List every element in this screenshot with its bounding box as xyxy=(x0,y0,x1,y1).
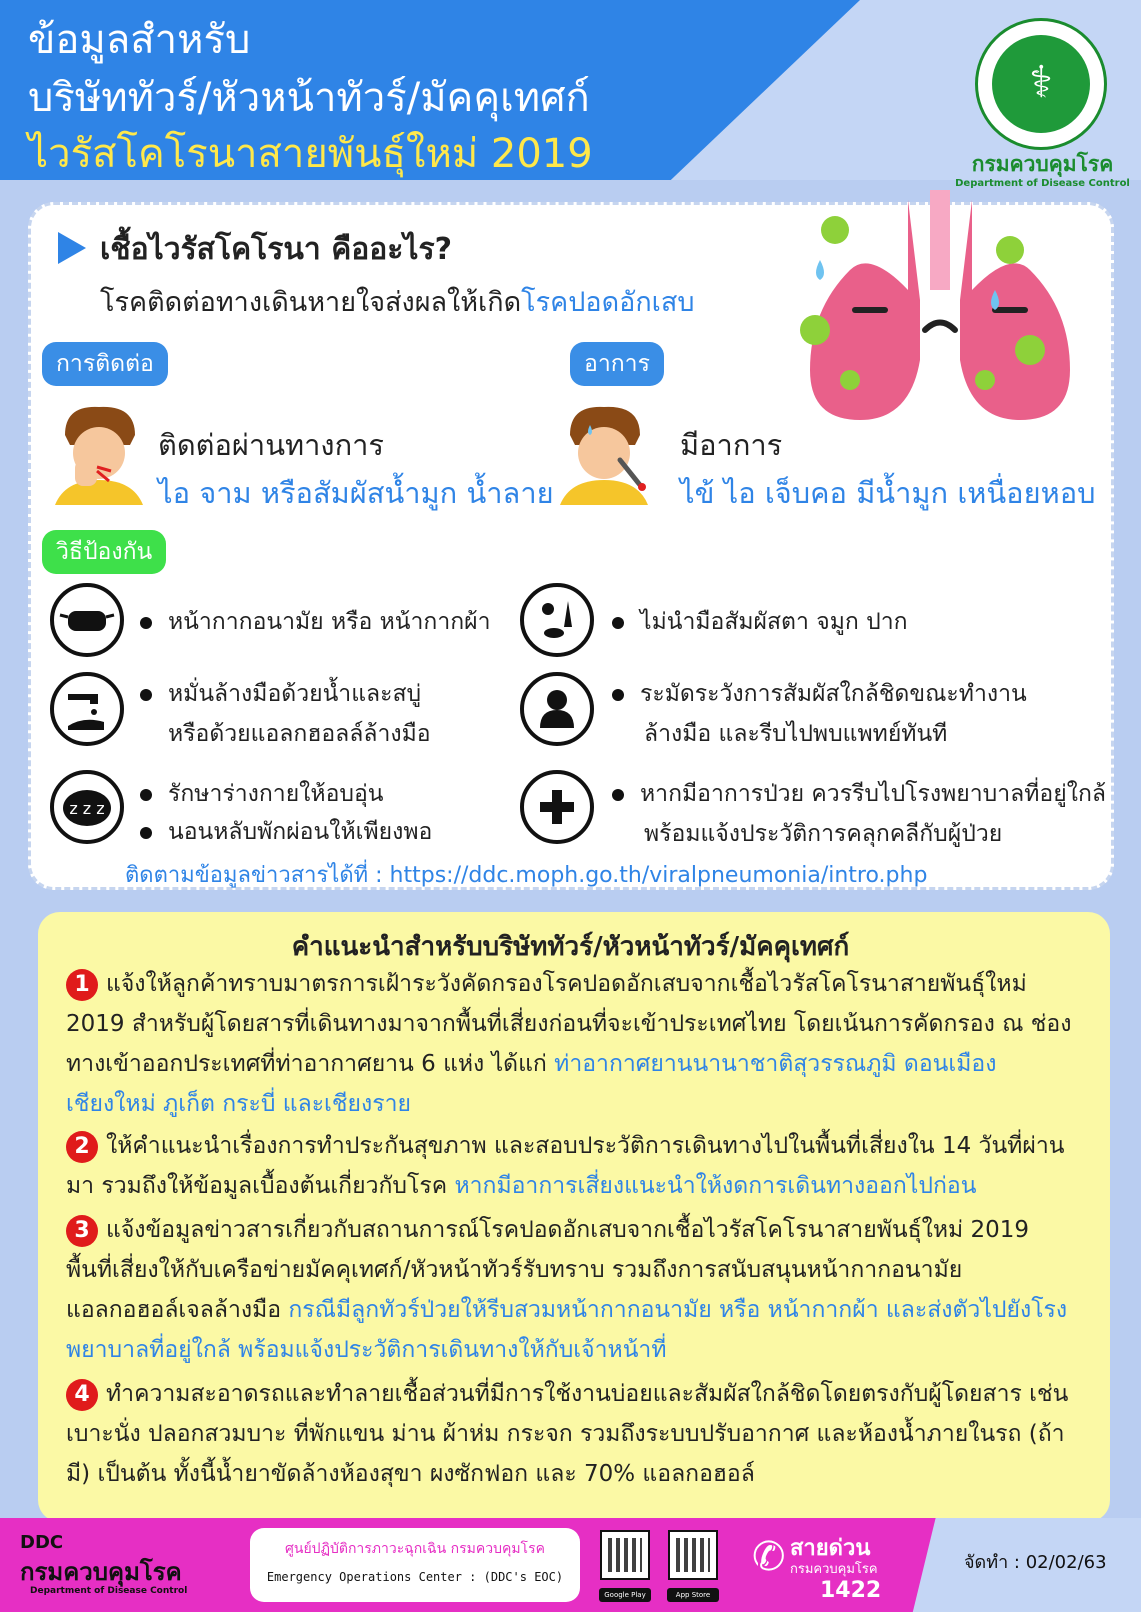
prevention-line: หากมีอาการป่วย ควรรีบไปโรงพยาบาลที่อยู่ใกล้ xyxy=(640,781,1106,807)
advice-item-2 xyxy=(66,1126,1076,1206)
person-icon xyxy=(524,676,590,742)
no-touch-face-icon xyxy=(524,587,590,653)
hotline-subtitle: กรมควบคุมโรค xyxy=(790,1562,878,1577)
svg-text:z z z: z z z xyxy=(69,799,105,818)
qr-pattern xyxy=(676,1538,710,1572)
sleep-icon xyxy=(54,774,120,840)
follow-link[interactable]: ติดตามข้อมูลข่าวสารได้ที่ : https://ddc.moph.go.th/viralpneumonia/intro.php xyxy=(125,863,928,888)
coughing-person-icon xyxy=(55,405,143,505)
prevention-line: นอนหลับพักผ่อนให้เพียงพอ xyxy=(168,819,433,845)
qr-code-google-play[interactable] xyxy=(600,1530,650,1580)
header-title-line3: ไวรัสโคโรนาสายพันธุ์ใหม่ 2019 xyxy=(28,131,593,177)
lungs-illustration xyxy=(790,190,1090,440)
bullet-dot xyxy=(140,789,152,801)
advice-highlight: หากมีอาการเสี่ยงแนะนำให้งดการเดินทางออกไปก่อน xyxy=(454,1173,977,1199)
header-title-line2: บริษัททัวร์/หัวหน้าทัวร์/มัคคุเทศก์ xyxy=(28,75,590,121)
number-badge: 3 xyxy=(66,1215,98,1247)
bullet-dot xyxy=(612,689,624,701)
prevention-item-mask xyxy=(50,583,124,657)
number-badge: 2 xyxy=(66,1131,98,1163)
bullet-dot xyxy=(140,689,152,701)
advice-highlight: กรณีมีลูกทัวร์ป่วยให้รีบสวมหน้ากากอนามัย หรือ หน้ากากผ้า และส่งตัวไปยังโรงพยาบาลที่อยู่ใกล้ พร้อมแจ้งประวัติการเดินทางให้กับเจ้าหน้าที่ xyxy=(66,1297,1068,1363)
logo-inner-circle xyxy=(992,35,1090,133)
prevention-line: ระมัดระวังการสัมผัสใกล้ชิดขณะทำงาน xyxy=(640,681,1027,707)
prevention-line: รักษาร่างกายให้อบอุ่น xyxy=(168,781,384,807)
prevention-text xyxy=(140,676,421,712)
google-play-badge[interactable]: Google Play xyxy=(599,1588,651,1602)
symptoms-line1: มีอาการ xyxy=(680,428,783,462)
symptoms-label: อาการ xyxy=(570,342,664,386)
advice-item-3 xyxy=(66,1210,1076,1370)
prevention-line: พร้อมแจ้งประวัติการคลุกคลีกับผู้ป่วย xyxy=(644,821,1003,847)
intro-description xyxy=(100,280,695,323)
transmission-line2: ไอ จาม หรือสัมผัสน้ำมูก น้ำลาย xyxy=(158,476,554,510)
qr-code-app-store[interactable] xyxy=(668,1530,718,1580)
prevention-item-no-touch-face xyxy=(520,583,594,657)
eoc-name-english: Emergency Operations Center : (DDC's EOC) xyxy=(266,1570,564,1584)
prevention-text xyxy=(612,604,908,640)
intro-question: เชื้อไวรัสโคโรนา คืออะไร? xyxy=(100,232,453,267)
app-store-badge[interactable]: App Store xyxy=(667,1588,719,1602)
bullet-dot xyxy=(140,617,152,629)
advice-text: แจ้งข้อมูลข่าวสารเกี่ยวกับสถานการณ์โรคปอดอักเสบจากเชื้อไวรัสโคโรนาสายพันธุ์ใหม่ 2019 พื้นที่เสี่ยงให้กับเครือข่ายมัคคุเทศก์/หัวหน้าทัวร์รับทราบ รวมถึงการสนับสนุนหน้ากากอนามัย แอลกอฮอล์เจลล้างมือ xyxy=(66,1217,1030,1323)
intro-desc-prefix: โรคติดต่อทางเดินหายใจส่งผลให้เกิด xyxy=(100,287,522,318)
symptoms-line2: ไข้ ไอ เจ็บคอ มีน้ำมูก เหนื่อยหอบ xyxy=(680,476,1096,510)
transmission-label: การติดต่อ xyxy=(42,342,168,386)
bullet-dot xyxy=(140,827,152,839)
department-name-thai: กรมควบคุมโรค xyxy=(971,152,1114,176)
number-badge: 4 xyxy=(66,1379,98,1411)
prevention-label: วิธีป้องกัน xyxy=(42,530,166,574)
ddc-abbreviation: DDC xyxy=(20,1532,64,1553)
prevention-item-sleep xyxy=(50,770,124,844)
advice-highlight: ท่าอากาศยานนานาชาติสุวรรณภูมิ ดอนเมือง เชียงใหม่ ภูเก็ต กระบี่ และเชียงราย xyxy=(66,1051,997,1117)
sick-person-icon xyxy=(560,405,648,505)
prevention-text xyxy=(612,776,1106,812)
bullet-dot xyxy=(612,617,624,629)
hand-wash-icon xyxy=(54,676,120,742)
advice-title: คำแนะนำสำหรับบริษัททัวร์/หัวหน้าทัวร์/มัคคุเทศก์ xyxy=(291,932,850,962)
transmission-line1: ติดต่อผ่านทางการ xyxy=(158,428,384,462)
bullet-dot xyxy=(612,789,624,801)
mask-icon xyxy=(54,587,120,653)
qr-pattern xyxy=(608,1538,642,1572)
prevention-line: หมั่นล้างมือด้วยน้ำและสบู่ xyxy=(168,681,422,707)
prevention-line: ล้างมือ และรีบไปพบแพทย์ทันที xyxy=(644,721,948,747)
ministry-logo xyxy=(975,18,1107,150)
department-name-english: Department of Disease Control xyxy=(955,178,1130,189)
advice-text: แจ้งให้ลูกค้าทราบมาตรการเฝ้าระวังคัดกรองโรคปอดอักเสบจากเชื้อไวรัสโคโรนาสายพันธุ์ใหม่ 2019 สำหรับผู้โดยสารที่เดินทางมาจากพื้นที่เสี่ยงก่อนที่จะเข้าประเทศไทย โดยเน้นการคัดกรอง ณ ช่องทางเข้าออกประเทศที่ท่าอากาศยาน 6 แห่ง ได้แก่ xyxy=(66,971,1072,1077)
advice-text: ทำความสะอาดรถและทำลายเชื้อส่วนที่มีการใช้งานบ่อยและสัมผัสใกล้ชิดโดยตรงกับผู้โดยสาร เช่น เบาะนั่ง ปลอกสวมบาะ ที่พักแขน ม่าน ผ้าห่ม กระจก รวมถึงระบบปรับอากาศ และห้องน้ำภายในรถ (ถ้ามี) เป็นต้น ทั้งนี้น้ำยาขัดล้างห้องสุขา ผงซักฟอก และ 70% แอลกอฮอล์ xyxy=(66,1381,1069,1487)
eoc-name-thai: ศูนย์ปฏิบัติการภาวะฉุกเฉิน กรมควบคุมโรค xyxy=(285,1541,545,1557)
prevention-text xyxy=(140,776,384,812)
prevention-text xyxy=(612,676,1027,712)
made-date: จัดทำ : 02/02/63 xyxy=(964,1552,1107,1573)
phone-icon: ✆ xyxy=(752,1534,786,1580)
caduceus-icon: ⚕ xyxy=(1029,57,1053,108)
prevention-line: ไม่นำมือสัมผัสตา จมูก ปาก xyxy=(640,609,908,635)
ddc-name-english: Department of Disease Control xyxy=(30,1586,188,1596)
prevention-text xyxy=(140,604,491,640)
advice-text: ให้คำแนะนำเรื่องการทำประกันสุขภาพ และสอบประวัติการเดินทางไปในพื้นที่เสี่ยงใน 14 วันที่ผ่านมา รวมถึงให้ข้อมูลเบื้องต้นเกี่ยวกับโรค xyxy=(66,1133,1065,1199)
prevention-item-hospital xyxy=(520,770,594,844)
prevention-item-person xyxy=(520,672,594,746)
advice-item-4 xyxy=(66,1374,1076,1494)
hotline-label: สายด่วน xyxy=(790,1536,871,1561)
intro-desc-highlight: โรคปอดอักเสบ xyxy=(521,287,695,318)
prevention-item-handwash xyxy=(50,672,124,746)
header-title-line1: ข้อมูลสำหรับ xyxy=(28,17,251,63)
hospital-cross-icon xyxy=(524,774,590,840)
prevention-text xyxy=(140,814,432,850)
play-arrow-icon xyxy=(58,232,86,264)
prevention-line: หรือด้วยแอลกฮอลล์ล้างมือ xyxy=(168,721,431,747)
advice-item-1 xyxy=(66,964,1076,1124)
prevention-line: หน้ากากอนามัย หรือ หน้ากากผ้า xyxy=(168,609,491,635)
ddc-name-thai: กรมควบคุมโรค xyxy=(20,1558,182,1586)
number-badge: 1 xyxy=(66,969,98,1001)
hotline-number[interactable]: 1422 xyxy=(820,1578,882,1603)
